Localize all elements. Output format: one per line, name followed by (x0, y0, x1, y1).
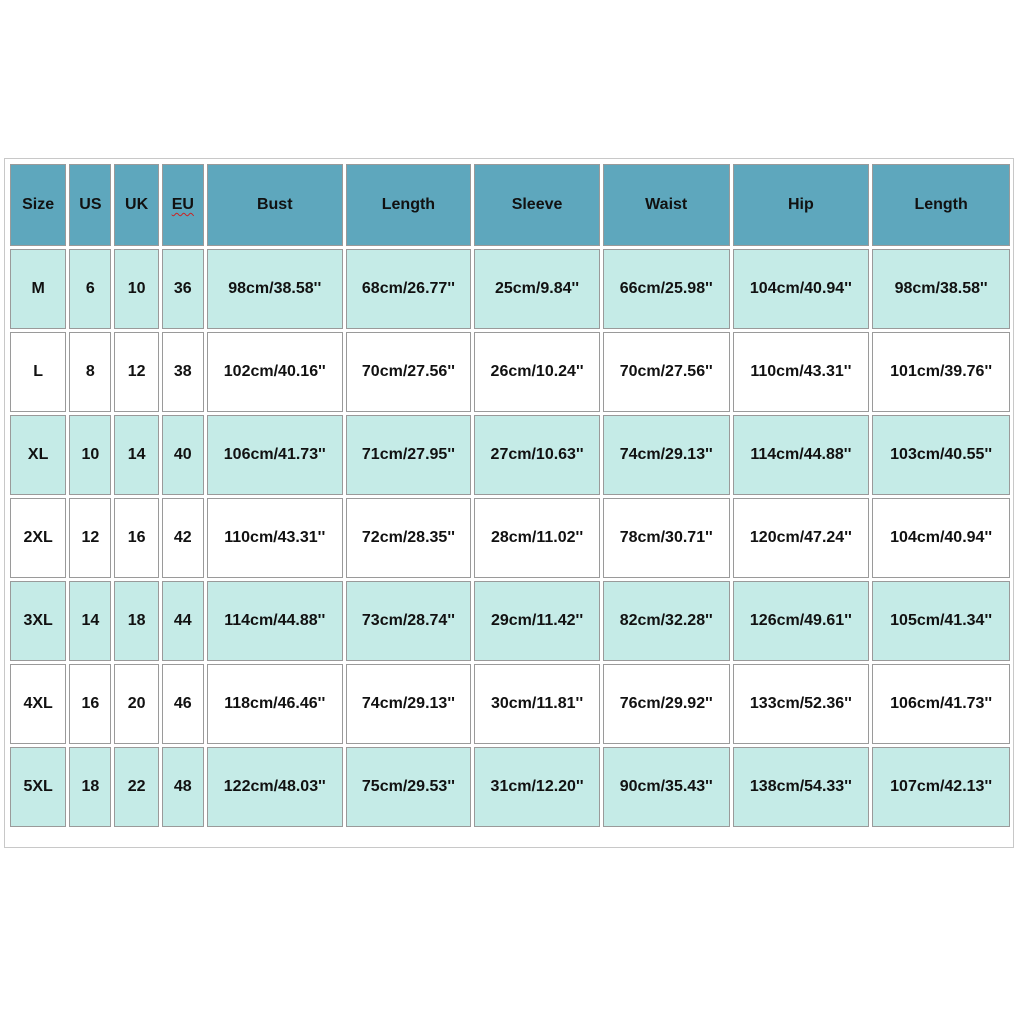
table-cell: 16 (114, 498, 158, 578)
table-cell: 70cm/27.56'' (603, 332, 730, 412)
table-cell: 22 (114, 747, 158, 827)
table-cell: 5XL (10, 747, 66, 827)
table-row (10, 332, 1010, 412)
table-cell: 114cm/44.88'' (733, 415, 870, 495)
table-cell: 4XL (10, 664, 66, 744)
table-cell: 12 (114, 332, 158, 412)
size-chart-table (7, 161, 1013, 830)
table-cell: 10 (69, 415, 111, 495)
table-row (10, 249, 1010, 329)
header-eu (162, 164, 204, 246)
header-uk: UK (114, 164, 158, 246)
table-cell: 40 (162, 415, 204, 495)
table-cell: 26cm/10.24'' (474, 332, 600, 412)
header-waist: Waist (603, 164, 730, 246)
header-eu-label: EU (171, 196, 194, 213)
table-cell: 71cm/27.95'' (346, 415, 472, 495)
table-row (10, 581, 1010, 661)
table-cell: 36 (162, 249, 204, 329)
table-cell: 16 (69, 664, 111, 744)
table-cell: 12 (69, 498, 111, 578)
header-sleeve: Sleeve (474, 164, 600, 246)
table-cell: 42 (162, 498, 204, 578)
table-cell: 133cm/52.36'' (733, 664, 870, 744)
table-cell: 114cm/44.88'' (207, 581, 343, 661)
table-cell: 18 (69, 747, 111, 827)
table-cell: 78cm/30.71'' (603, 498, 730, 578)
table-cell: 90cm/35.43'' (603, 747, 730, 827)
table-cell: 66cm/25.98'' (603, 249, 730, 329)
table-cell: 74cm/29.13'' (603, 415, 730, 495)
table-cell: 38 (162, 332, 204, 412)
table-cell: 118cm/46.46'' (207, 664, 343, 744)
table-cell: 70cm/27.56'' (346, 332, 472, 412)
table-cell: 120cm/47.24'' (733, 498, 870, 578)
header-length: Length (346, 164, 472, 246)
table-cell: 76cm/29.92'' (603, 664, 730, 744)
table-row (10, 498, 1010, 578)
table-cell: XL (10, 415, 66, 495)
table-cell: 110cm/43.31'' (733, 332, 870, 412)
table-row (10, 415, 1010, 495)
table-cell: 73cm/28.74'' (346, 581, 472, 661)
table-cell: 105cm/41.34'' (872, 581, 1010, 661)
table-cell: 82cm/32.28'' (603, 581, 730, 661)
table-cell: 48 (162, 747, 204, 827)
table-cell: 3XL (10, 581, 66, 661)
table-cell: 104cm/40.94'' (872, 498, 1010, 578)
table-cell: 122cm/48.03'' (207, 747, 343, 827)
table-cell: 98cm/38.58'' (207, 249, 343, 329)
header-us: US (69, 164, 111, 246)
table-cell: 101cm/39.76'' (872, 332, 1010, 412)
table-row (10, 747, 1010, 827)
table-cell: 18 (114, 581, 158, 661)
table-cell: 75cm/29.53'' (346, 747, 472, 827)
table-cell: 31cm/12.20'' (474, 747, 600, 827)
header-hip: Hip (733, 164, 870, 246)
table-cell: 10 (114, 249, 158, 329)
table-cell: 107cm/42.13'' (872, 747, 1010, 827)
table-cell: 106cm/41.73'' (207, 415, 343, 495)
table-cell: 74cm/29.13'' (346, 664, 472, 744)
table-cell: 68cm/26.77'' (346, 249, 472, 329)
table-cell: 8 (69, 332, 111, 412)
table-cell: 20 (114, 664, 158, 744)
header-row (10, 164, 1010, 246)
table-cell: 30cm/11.81'' (474, 664, 600, 744)
table-cell: 110cm/43.31'' (207, 498, 343, 578)
table-cell: 6 (69, 249, 111, 329)
table-cell: 2XL (10, 498, 66, 578)
table-cell: 46 (162, 664, 204, 744)
table-cell: 27cm/10.63'' (474, 415, 600, 495)
table-cell: 106cm/41.73'' (872, 664, 1010, 744)
table-cell: 98cm/38.58'' (872, 249, 1010, 329)
table-cell: 28cm/11.02'' (474, 498, 600, 578)
header-bust: Bust (207, 164, 343, 246)
table-cell: 103cm/40.55'' (872, 415, 1010, 495)
table-cell: 29cm/11.42'' (474, 581, 600, 661)
table-cell: M (10, 249, 66, 329)
table-cell: 14 (69, 581, 111, 661)
header-length-2: Length (872, 164, 1010, 246)
header-size: Size (10, 164, 66, 246)
table-cell: 44 (162, 581, 204, 661)
size-chart-sheet (4, 158, 1014, 848)
table-cell: 104cm/40.94'' (733, 249, 870, 329)
table-cell: 72cm/28.35'' (346, 498, 472, 578)
table-cell: L (10, 332, 66, 412)
table-cell: 102cm/40.16'' (207, 332, 343, 412)
table-cell: 25cm/9.84'' (474, 249, 600, 329)
table-cell: 126cm/49.61'' (733, 581, 870, 661)
table-row (10, 664, 1010, 744)
table-cell: 138cm/54.33'' (733, 747, 870, 827)
table-cell: 14 (114, 415, 158, 495)
